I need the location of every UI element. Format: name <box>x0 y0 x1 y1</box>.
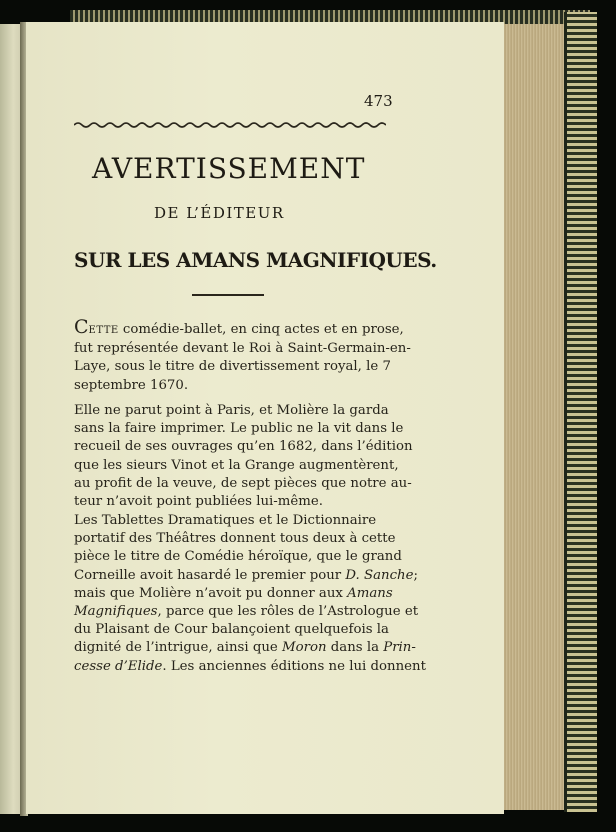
paragraph-line: recueil de ses ouvrages qu’en 1682, dans l’édition <box>74 439 413 455</box>
line-text: ; <box>413 567 418 583</box>
line-text: , parce que les rôles de l’Astrologue et <box>157 604 419 620</box>
page-heading: AVERTISSEMENT <box>92 152 366 185</box>
drop-cap: C <box>74 316 89 338</box>
paragraph-line <box>74 639 416 657</box>
decorative-wavy-rule <box>74 120 386 130</box>
paragraph-line <box>74 585 393 603</box>
italic-title: cesse d’Elide <box>74 658 163 674</box>
paragraph-line: septembre 1670. <box>74 377 189 393</box>
paragraph-3 <box>74 512 426 676</box>
italic-title: Amans <box>347 585 393 601</box>
page-number: 473 <box>364 92 393 110</box>
paragraph-line: Elle ne parut point à Paris, et Molière la garda <box>74 403 389 418</box>
paragraph-line <box>74 567 418 585</box>
paragraph-line: que les sieurs Vinot et la Grange augmentèrent, <box>74 457 399 473</box>
page-subheading: DE L’ÉDITEUR <box>154 204 285 222</box>
italic-name: Moron <box>282 640 327 656</box>
line-text: dignité de l’intrigue, ainsi que <box>74 640 283 656</box>
paragraph-line <box>74 658 426 676</box>
paragraph-line <box>74 316 404 340</box>
paragraph-line <box>74 603 419 621</box>
line-text: mais que Molière n’avoit pu donner aux <box>74 585 348 601</box>
line-text: Corneille avoit hasardé le premier pour <box>74 567 346 583</box>
page-stack-edges <box>503 24 571 810</box>
italic-title: Magnifiques <box>74 604 158 620</box>
line-text: dans la <box>326 640 384 656</box>
small-caps-word: ETTE <box>88 325 119 336</box>
left-page-edge <box>0 24 22 814</box>
italic-title: Prin- <box>383 640 416 656</box>
paragraph-line: pièce le titre de Comédie héroïque, que le grand <box>74 549 402 565</box>
paragraph-line: fut représentée devant le Roi à Saint-Germain-en- <box>74 341 411 357</box>
paragraph-line: portatif des Théâtres donnent tous deux à cette <box>74 531 396 547</box>
paragraph-line: du Plaisant de Cour balançoient quelquefois la <box>74 622 389 638</box>
paragraph-line: Laye, sous le titre de divertissement royal, le 7 <box>74 359 391 375</box>
section-divider <box>192 294 264 296</box>
line-text: . Les anciennes éditions ne lui donnent <box>162 658 426 674</box>
paragraph-1 <box>74 316 411 395</box>
page-title: SUR LES AMANS MAGNIFIQUES. <box>74 248 437 272</box>
paragraph-line: au profit de la veuve, de sept pièces que notre au- <box>74 475 412 491</box>
paragraph-line: sans la faire imprimer. Le public ne la vit dans le <box>74 421 404 437</box>
paragraph-line: Les Tablettes Dramatiques et le Dictionnaire <box>74 513 377 528</box>
line-text: comédie-ballet, en cinq actes et en prose, <box>118 322 404 337</box>
paragraph-line: teur n’avoit point publiées lui-même. <box>74 494 323 510</box>
paragraph-2 <box>74 402 413 511</box>
italic-title: D. Sanche <box>345 567 414 583</box>
book-cover-spine <box>564 12 597 812</box>
